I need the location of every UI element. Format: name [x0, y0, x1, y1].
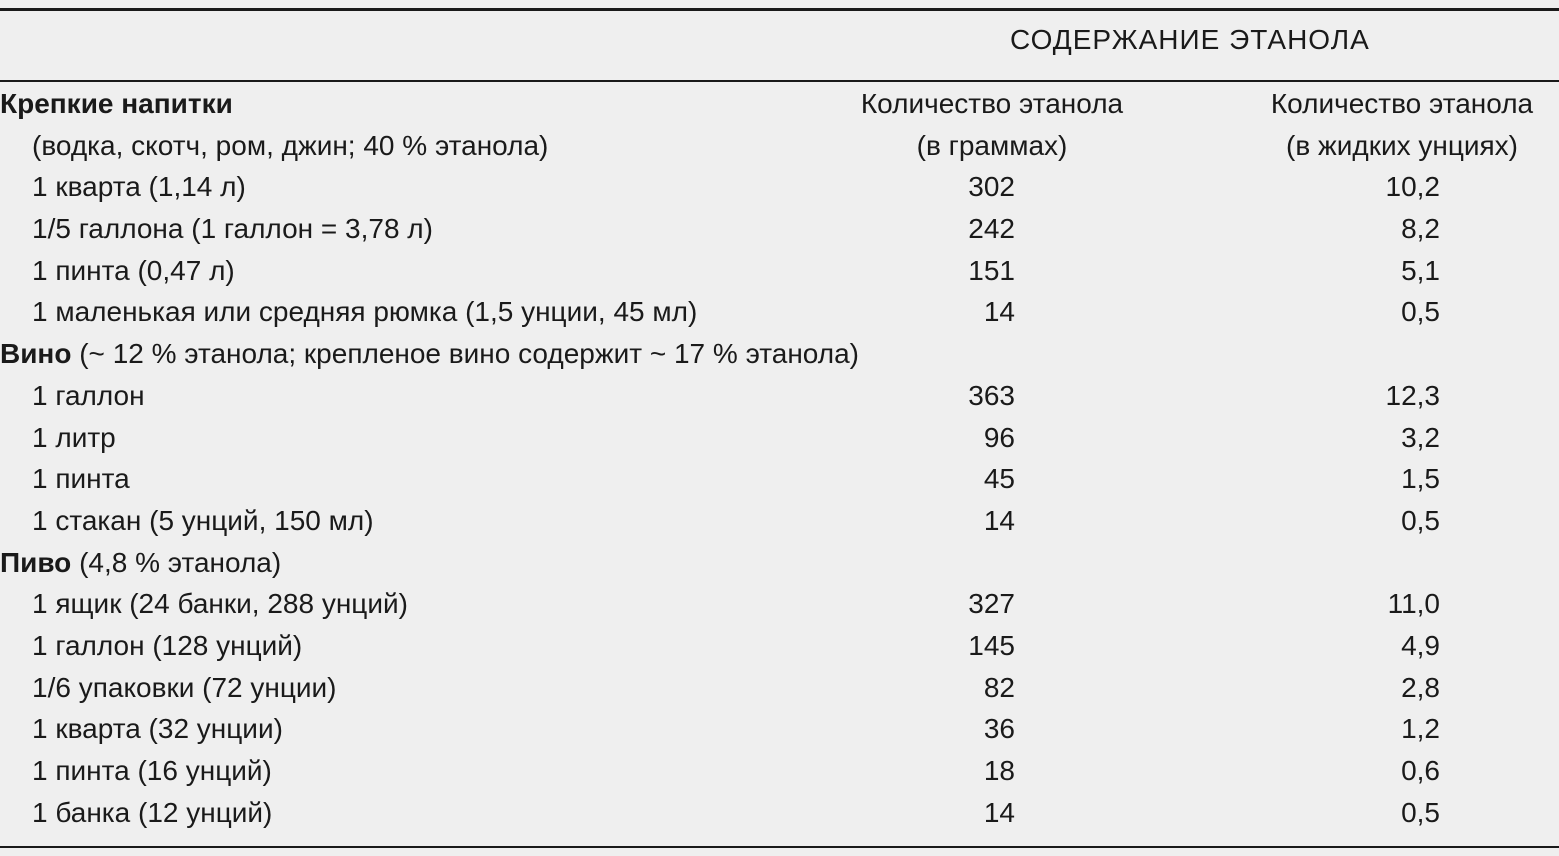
row-grams: 14 — [983, 796, 1015, 828]
column-header-ounces-unit: (в жидких унциях) — [1286, 129, 1518, 161]
table-row — [0, 291, 1559, 333]
table-row — [0, 667, 1559, 709]
top-rule — [0, 8, 1559, 11]
row-ounces: 0,5 — [1401, 504, 1440, 536]
group-heading — [0, 542, 281, 584]
table-row — [0, 500, 1559, 542]
row-grams: 151 — [968, 254, 1015, 286]
row-ounces: 1,5 — [1401, 463, 1440, 495]
row-label: 1 пинта (16 унций) — [32, 755, 272, 786]
table-row — [0, 750, 1559, 792]
table-row — [0, 583, 1559, 625]
table-row — [0, 458, 1559, 500]
group-title: Пиво — [0, 546, 72, 578]
row-grams: 45 — [983, 463, 1015, 495]
row-ounces: 0,5 — [1401, 296, 1440, 328]
row-label: 1 галлон (128 унций) — [32, 629, 303, 661]
column-header-ounces: Количество этанола — [1270, 88, 1534, 119]
table-row — [0, 708, 1559, 750]
row-ounces: 12,3 — [1385, 379, 1440, 411]
row-grams: 96 — [983, 421, 1015, 453]
row-ounces: 4,9 — [1401, 629, 1440, 661]
group-header-row — [0, 333, 1559, 375]
row-label: 1 кварта (32 унции) — [32, 713, 283, 745]
row-label: 1 стакан (5 унций, 150 мл) — [32, 504, 374, 536]
row-ounces: 11,0 — [1387, 588, 1440, 620]
row-label: 1/5 галлона (1 галлон = 3,78 л) — [32, 213, 433, 245]
table-row — [0, 250, 1559, 292]
group-header-row — [0, 542, 1559, 584]
row-ounces: 0,6 — [1401, 755, 1440, 786]
row-grams: 302 — [968, 171, 1015, 203]
row-grams: 363 — [968, 379, 1015, 411]
row-grams: 14 — [983, 296, 1015, 328]
row-label: 1 литр — [32, 421, 116, 453]
row-label: 1 пинта (0,47 л) — [32, 254, 235, 286]
group-heading — [0, 333, 859, 375]
column-header-grams: Количество этанола — [860, 88, 1124, 119]
row-grams: 145 — [968, 629, 1015, 661]
row-grams: 82 — [983, 671, 1015, 703]
group-subnote-row — [0, 125, 1559, 167]
group-header-row — [0, 83, 1559, 125]
header-rule — [0, 80, 1559, 82]
row-grams: 242 — [968, 213, 1015, 245]
row-grams: 14 — [983, 504, 1015, 536]
row-ounces: 2,8 — [1401, 671, 1440, 703]
group-note: (4,8 % этанола) — [71, 546, 282, 578]
table-row — [0, 417, 1559, 459]
table-row — [0, 166, 1559, 208]
row-ounces: 3,2 — [1401, 421, 1440, 453]
row-label: 1 галлон — [32, 379, 145, 411]
row-ounces: 8,2 — [1401, 213, 1440, 245]
row-ounces: 5,1 — [1401, 254, 1440, 286]
column-header-grams-unit: (в граммах) — [916, 129, 1068, 161]
group-title: Крепкие напитки — [0, 88, 233, 119]
row-label: 1 пинта — [32, 463, 130, 495]
row-label: 1 ящик (24 банки, 288 унций) — [32, 588, 408, 620]
group-subnote: (водка, скотч, ром, джин; 40 % этанола) — [32, 129, 549, 161]
table-row — [0, 208, 1559, 250]
row-grams: 18 — [983, 755, 1015, 786]
table-row — [0, 792, 1559, 834]
row-label: 1 банка (12 унций) — [32, 796, 273, 828]
group-note: (~ 12 % этанола; крепленое вино содержит ~ 17 % этанола) — [71, 338, 859, 370]
row-ounces: 10,2 — [1385, 171, 1440, 203]
row-label: 1/6 упаковки (72 унции) — [32, 671, 337, 703]
row-grams: 36 — [983, 713, 1015, 745]
table-row — [0, 375, 1559, 417]
row-grams: 327 — [968, 588, 1015, 620]
group-title: Вино — [0, 338, 72, 370]
table-row — [0, 625, 1559, 667]
bottom-rule — [0, 846, 1559, 848]
row-label: 1 кварта (1,14 л) — [32, 171, 246, 203]
row-label: 1 маленькая или средняя рюмка (1,5 унции, 45 мл) — [32, 296, 698, 328]
table-heading: СОДЕРЖАНИЕ ЭТАНОЛА — [1010, 24, 1370, 55]
ethanol-table — [0, 83, 1559, 833]
row-ounces: 1,2 — [1401, 713, 1440, 745]
row-ounces: 0,5 — [1401, 796, 1440, 828]
